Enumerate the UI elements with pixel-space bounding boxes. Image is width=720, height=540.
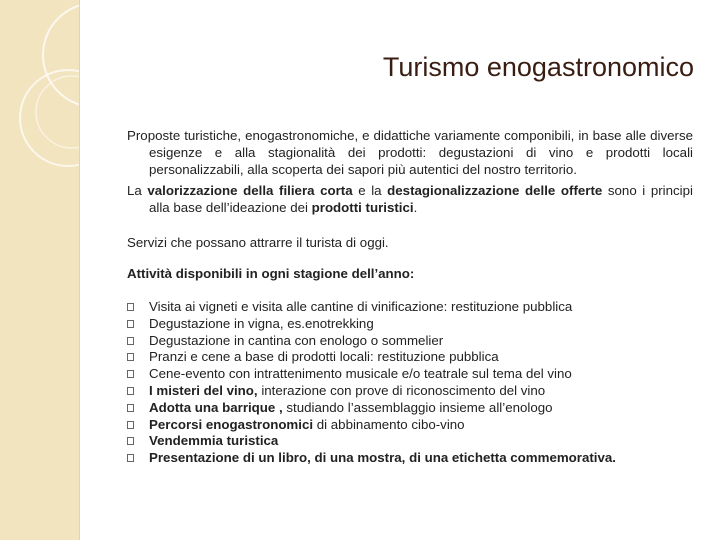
- activities-list: [127, 299, 693, 467]
- services-paragraph: Servizi che possano attrarre il turista di oggi.: [127, 235, 389, 250]
- square-bullet-icon: [127, 353, 134, 361]
- square-bullet-icon: [127, 320, 134, 328]
- square-bullet-icon: [127, 370, 134, 378]
- bold-text: destagionalizzazione delle offerte: [387, 183, 603, 198]
- text: Cene-evento con intrattenimento musicale e/o teatrale sul tema del vino: [149, 366, 572, 382]
- square-bullet-icon: [127, 437, 134, 445]
- slide-title: Turismo enogastronomico: [382, 52, 694, 82]
- square-bullet-icon: [127, 404, 134, 412]
- square-bullet-icon: [127, 387, 134, 395]
- text: Degustazione in vigna, es.enotrekking: [149, 315, 374, 331]
- text: Degustazione in cantina con enologo o sommelier: [149, 332, 444, 348]
- text: interazione con prove di riconoscimento del vino: [257, 382, 546, 398]
- bold-text: valorizzazione della filiera corta: [147, 183, 353, 198]
- list-item: [127, 450, 693, 467]
- text: Pranzi e cene a base di prodotti locali: restituzione pubblica: [149, 349, 499, 365]
- list-item: [127, 299, 693, 316]
- intro-paragraph: Proposte turistiche, enogastronomiche, e didattiche variamente componibili, in base alle diverse esigenze e alla stagionalità dei prodotti: degustazioni di vino e prodotti locali personalizzabili, alla scoperta dei sapori più autentici del nostro territorio.: [127, 128, 693, 177]
- bold-text: Adotta una barrique ,: [149, 399, 283, 415]
- square-bullet-icon: [127, 421, 134, 429]
- text: e la: [352, 183, 388, 198]
- list-item: [127, 383, 693, 400]
- text: studiando l’assemblaggio insieme all’enologo: [282, 399, 553, 415]
- list-item: [127, 316, 693, 333]
- list-item: [127, 433, 693, 450]
- square-bullet-icon: [127, 337, 134, 345]
- list-item: [127, 349, 693, 366]
- square-bullet-icon: [127, 303, 134, 311]
- bold-text: Percorsi enogastronomici: [149, 416, 314, 432]
- bold-text: prodotti turistici: [311, 200, 414, 215]
- list-item: [127, 333, 693, 350]
- list-item: [127, 417, 693, 434]
- decorative-sidebar: [0, 0, 80, 540]
- bold-text: I misteri del vino,: [149, 382, 258, 398]
- text: La: [127, 183, 148, 198]
- circles-decoration-icon: [0, 0, 79, 540]
- text: di abbinamento cibo-vino: [313, 416, 465, 432]
- bold-text: Presentazione di un libro, di una mostra, di una etichetta commemorativa.: [149, 450, 616, 466]
- bold-text: Vendemmia turistica: [149, 433, 279, 449]
- principles-paragraph: [127, 182, 693, 216]
- text: Visita ai vigneti e visita alle cantine di vinificazione: restituzione pubblica: [149, 299, 573, 314]
- square-bullet-icon: [127, 454, 134, 462]
- bold-text: Attività disponibili in ogni stagione dell’anno:: [127, 266, 415, 281]
- text: sono i principi alla base dell’ideazione dei: [149, 183, 693, 215]
- text: .: [413, 200, 418, 215]
- activities-heading: [127, 265, 693, 282]
- slide-content: [127, 127, 693, 467]
- list-item: [127, 400, 693, 417]
- list-item: [127, 366, 693, 383]
